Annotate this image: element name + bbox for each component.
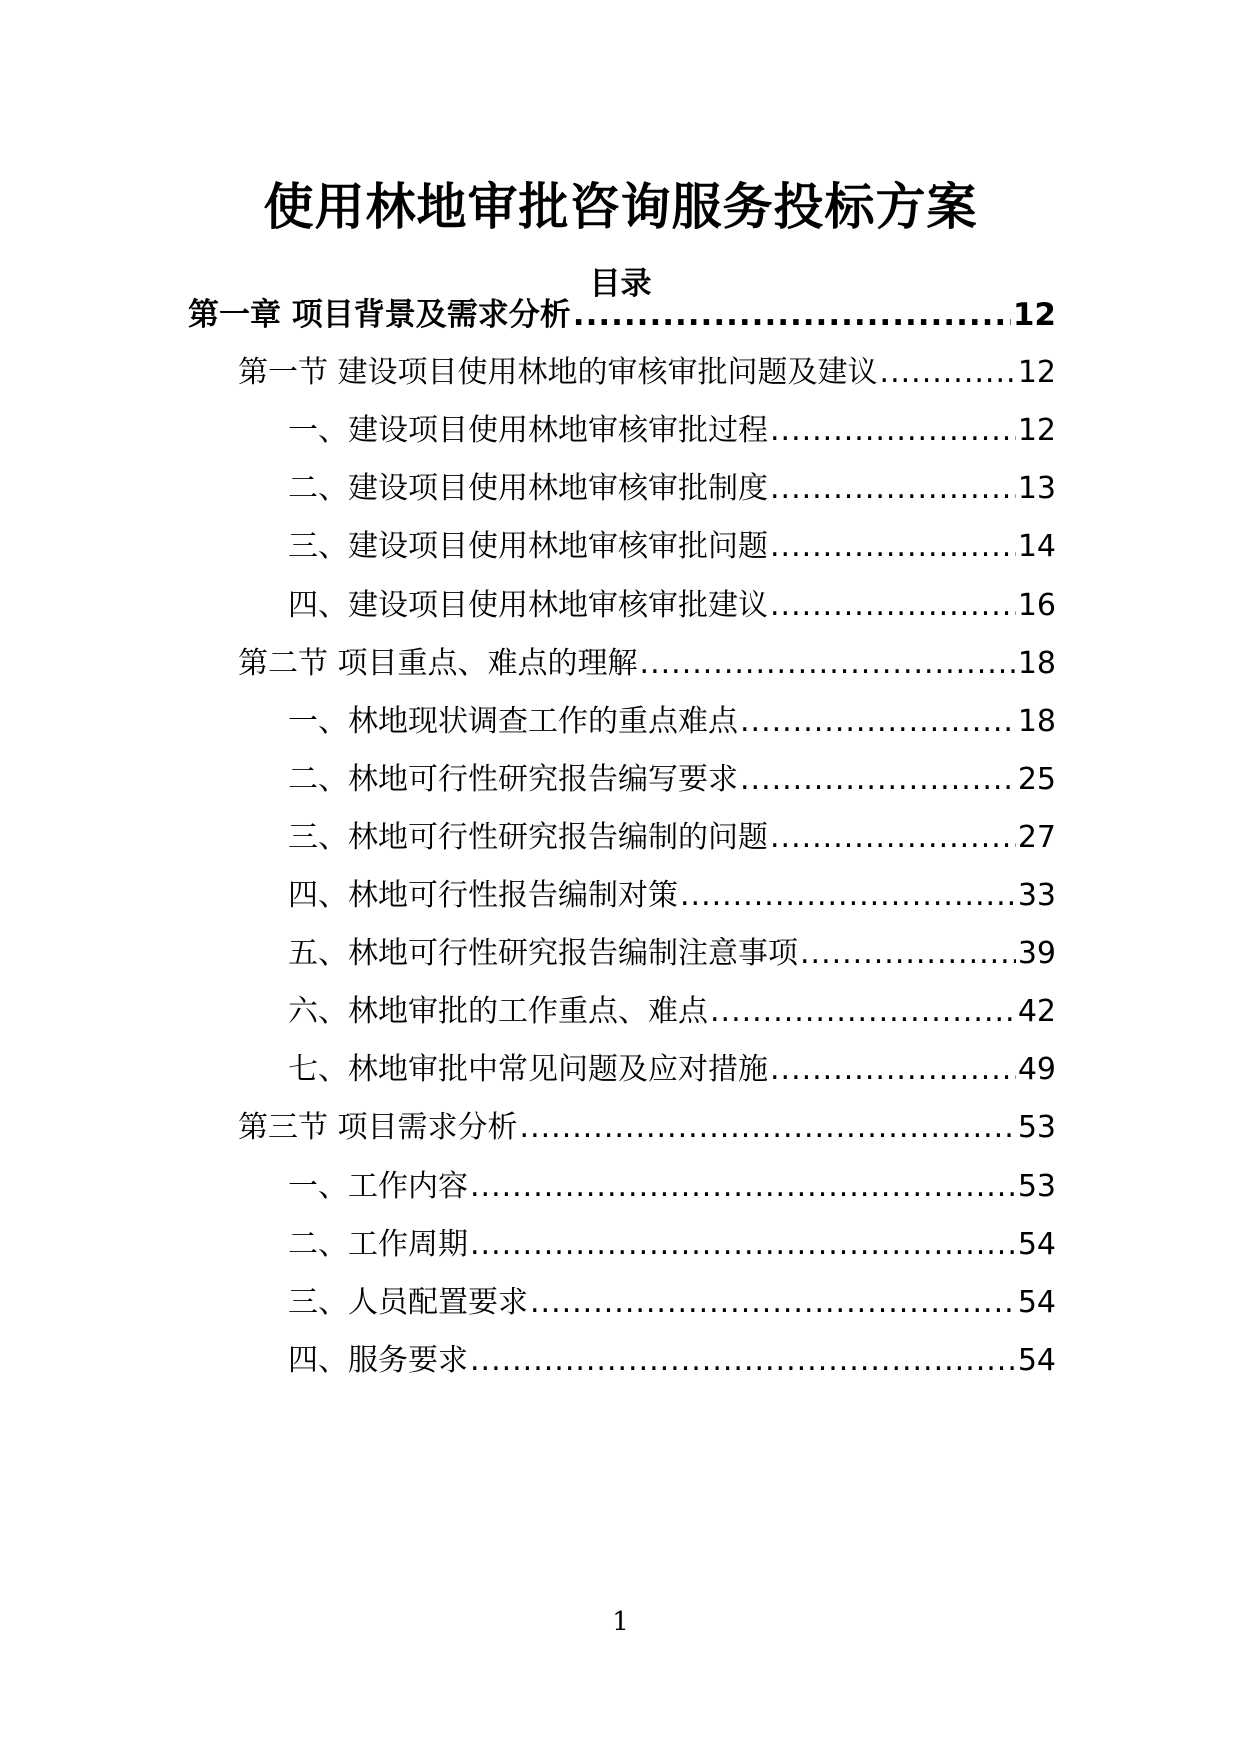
toc-dot-leader xyxy=(740,758,1016,802)
toc-entry-label: 四、林地可行性报告编制对策 xyxy=(288,878,678,913)
toc-entry-label: 第一章 项目背景及需求分析 xyxy=(188,297,571,333)
page-number: 1 xyxy=(612,1607,629,1637)
toc-entry-label: 四、服务要求 xyxy=(288,1343,468,1378)
toc-dot-leader xyxy=(740,700,1016,744)
document-title: 使用林地审批咨询服务投标方案 xyxy=(263,178,978,236)
toc-dot-leader xyxy=(470,1165,1016,1209)
toc-entry-page: 12 xyxy=(1017,413,1056,448)
toc-entry[interactable] xyxy=(288,758,1056,802)
toc-entry-page: 27 xyxy=(1017,820,1056,855)
toc-dot-leader xyxy=(470,1223,1016,1267)
toc-dot-leader xyxy=(770,409,1016,453)
toc-entry-label: 三、人员配置要求 xyxy=(288,1285,528,1320)
toc-entry[interactable] xyxy=(288,700,1056,744)
toc-entry-page: 54 xyxy=(1017,1227,1056,1262)
toc-entry-page: 12 xyxy=(1017,355,1056,390)
toc-dot-leader xyxy=(770,1048,1016,1092)
toc-entry[interactable] xyxy=(288,1165,1056,1209)
toc-dot-leader xyxy=(680,874,1016,918)
toc-entry[interactable] xyxy=(288,1048,1056,1092)
toc-entry-page: 18 xyxy=(1017,646,1056,681)
toc-entry[interactable] xyxy=(238,351,1056,395)
toc-dot-leader xyxy=(880,351,1016,395)
toc-entry[interactable] xyxy=(288,525,1056,569)
toc-entry-label: 二、建设项目使用林地审核审批制度 xyxy=(288,471,768,506)
toc-dot-leader xyxy=(770,584,1016,628)
toc-entry[interactable] xyxy=(288,1281,1056,1325)
toc-entry-page: 54 xyxy=(1017,1285,1056,1320)
toc-dot-leader xyxy=(710,990,1016,1034)
toc-entry[interactable] xyxy=(288,816,1056,860)
toc-entry-page: 13 xyxy=(1017,471,1056,506)
toc-entry[interactable] xyxy=(238,1106,1056,1150)
toc-entry-label: 三、林地可行性研究报告编制的问题 xyxy=(288,820,768,855)
toc-entry-page: 33 xyxy=(1017,878,1056,913)
toc-entry-label: 三、建设项目使用林地审核审批问题 xyxy=(288,529,768,564)
toc-entry[interactable] xyxy=(288,584,1056,628)
toc-entry-label: 一、工作内容 xyxy=(288,1169,468,1204)
toc-entry-page: 39 xyxy=(1017,936,1056,971)
toc-dot-leader xyxy=(520,1106,1016,1150)
toc-entry-label: 第一节 建设项目使用林地的审核审批问题及建议 xyxy=(238,355,878,390)
toc-entry[interactable] xyxy=(238,642,1056,686)
toc-entry[interactable] xyxy=(288,1339,1056,1383)
toc-dot-leader xyxy=(530,1281,1016,1325)
toc-entry-page: 16 xyxy=(1017,588,1056,623)
toc-dot-leader xyxy=(770,525,1016,569)
toc-entry[interactable] xyxy=(288,990,1056,1034)
toc-entry-page: 25 xyxy=(1017,762,1056,797)
toc-dot-leader xyxy=(800,932,1016,976)
toc-dot-leader xyxy=(770,467,1016,511)
toc-entry-page: 54 xyxy=(1017,1343,1056,1378)
toc-entry-label: 二、工作周期 xyxy=(288,1227,468,1262)
toc-entry[interactable] xyxy=(188,293,1056,337)
toc-dot-leader xyxy=(770,816,1016,860)
toc-dot-leader xyxy=(573,293,1011,337)
toc-entry-label: 二、林地可行性研究报告编写要求 xyxy=(288,762,738,797)
toc-entry-label: 四、建设项目使用林地审核审批建议 xyxy=(288,588,768,623)
toc-entry-label: 一、林地现状调查工作的重点难点 xyxy=(288,704,738,739)
toc-entry-page: 49 xyxy=(1017,1052,1056,1087)
toc-dot-leader xyxy=(640,642,1016,686)
toc-entry-label: 七、林地审批中常见问题及应对措施 xyxy=(288,1052,768,1087)
toc-entry-label: 第三节 项目需求分析 xyxy=(238,1110,518,1145)
toc-entry-label: 第二节 项目重点、难点的理解 xyxy=(238,646,638,681)
toc-entry-page: 18 xyxy=(1017,704,1056,739)
toc-entry-page: 12 xyxy=(1012,297,1056,333)
toc-entry[interactable] xyxy=(288,874,1056,918)
toc-entry[interactable] xyxy=(288,409,1056,453)
toc-entry[interactable] xyxy=(288,1223,1056,1267)
toc-entry-page: 53 xyxy=(1017,1110,1056,1145)
toc-entry-page: 14 xyxy=(1017,529,1056,564)
toc-entry-page: 53 xyxy=(1017,1169,1056,1204)
toc-entry-label: 一、建设项目使用林地审核审批过程 xyxy=(288,413,768,448)
toc-entry-page: 42 xyxy=(1017,994,1056,1029)
toc-dot-leader xyxy=(470,1339,1016,1383)
toc-entry[interactable] xyxy=(288,467,1056,511)
toc-heading: 目录 xyxy=(589,266,652,302)
toc-entry-label: 六、林地审批的工作重点、难点 xyxy=(288,994,708,1029)
toc-entry[interactable] xyxy=(288,932,1056,976)
toc-entry-label: 五、林地可行性研究报告编制注意事项 xyxy=(288,936,798,971)
